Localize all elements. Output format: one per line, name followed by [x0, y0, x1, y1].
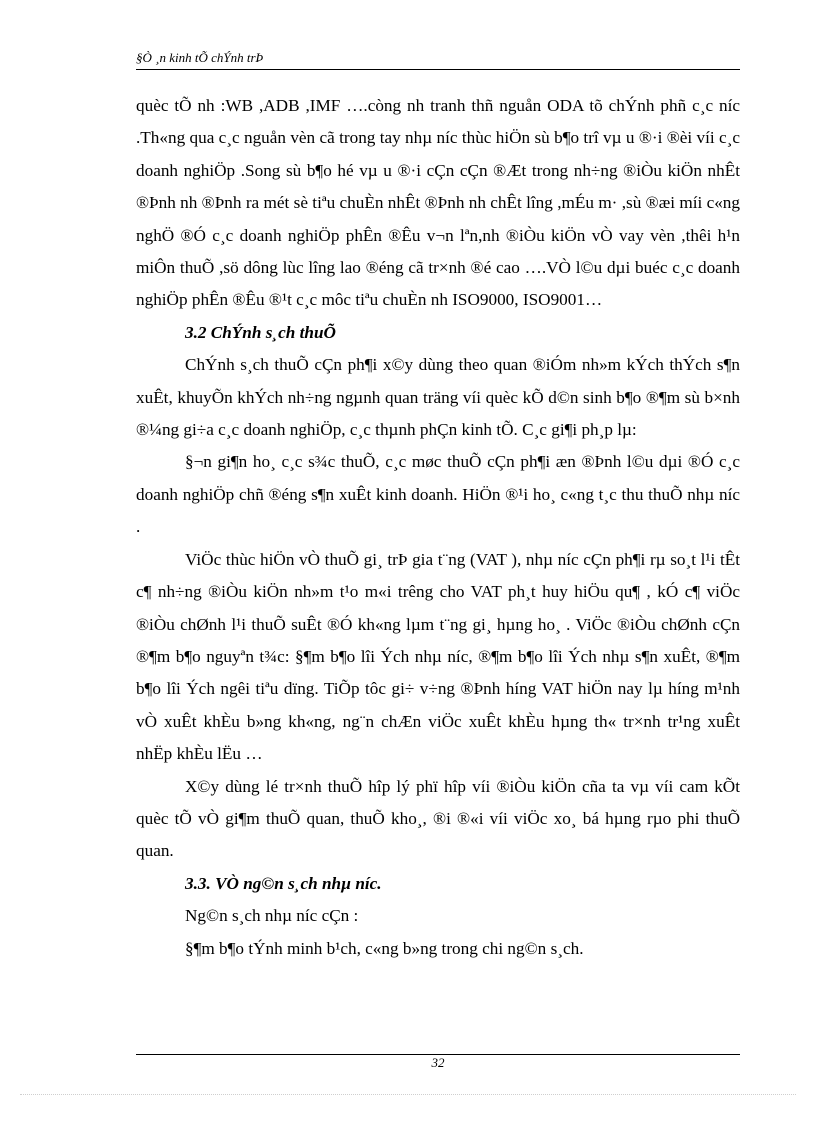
section-heading-3-2: 3.2 ChÝnh s¸ch thuÕ — [185, 322, 336, 342]
header-divider — [136, 69, 740, 70]
page-body — [136, 90, 740, 965]
paragraph-4: ViÖc thùc hiÖn vÒ thuÕ gi¸ trÞ gia t¨ng (VAT ), nhµ níc cÇn ph¶i rµ so¸t l¹i tÊt c¶ nh÷ng ®iÒu kiÖn nh»m t¹o m«i trêng cho VAT ph¸t huy hiÖu qu¶ , kÓ c¶ viÖc ®iÒu chØnh l¹i thuÕ suÊt ®Ó kh«ng lµm t¨ng gi¸ hµng ho¸ . ViÖc ®iÒu chØnh cÇn ®¶m b¶o nguyªn t¾c: §¶m b¶o lîi Ých nhµ níc, ®¶m b¶o lîi Ých nhµ s¶n xuÊt, ®¶m b¶o lîi Ých ngêi tiªu dïng. TiÕp tôc gi÷ v÷ng ®Þnh híng VAT hiÖn nay lµ híng m¹nh vÒ xuÊt khÈu b»ng kh«ng, ng¨n chÆn viÖc xuÊt khÈu hµng th« tr×nh tr¹ng xuÊt nhËp khÈu lËu … — [136, 549, 740, 764]
page-bottom-dotted-border — [20, 1094, 796, 1095]
paragraph-6: Ng©n s¸ch nhµ níc cÇn : — [185, 906, 359, 926]
section-heading-3-3: 3.3. VÒ ng©n s¸ch nhµ níc. — [185, 873, 382, 893]
paragraph-5: X©y dùng lé tr×nh thuÕ hîp lý phï hîp víi ®iÒu kiÖn cña ta vµ víi cam kÕt quèc tÕ vÒ gi¶m thuÕ quan, thuÕ kho¸, ®i ®«i víi viÖc xo¸ bá hµng rµo phi thuÕ quan. — [136, 776, 740, 861]
paragraph-7: §¶m b¶o tÝnh minh b¹ch, c«ng b»ng trong chi ng©n s¸ch. — [185, 938, 584, 958]
page-number: 32 — [431, 1055, 445, 1070]
paragraph-1: quèc tÕ nh :WB ,ADB ,IMF ….còng nh tranh thñ nguån ODA tõ chÝnh phñ c¸c níc .Th«ng qua c¸c nguån vèn cã trong tay nhµ níc thùc hiÖn sù b¶o trî vµ u ®·i ®èi víi c¸c doanh nghiÖp .Song sù b¶o hé vµ u ®·i cÇn cÇn ®Æt trong nh÷ng ®iÒu kiÖn nhÊt ®Þnh nh ®Þnh ra mét sè tiªu chuÈn nhÊt ®Þnh nh chÊt lîng ,mÉu m· ,sù ®æi míi c«ng nghÖ ®Ó c¸c doanh nghiÖp phÊn ®Êu v¬n lªn,nh ®iÒu kiÖn vÒ vay vèn ,thêi h¹n miÔn thuÕ ,sö dông lùc lîng lao ®éng cã tr×nh ®é cao ….VÒ l©u dµi buéc c¸c doanh nghiÖp phÊn ®Êu ®¹t c¸c môc tiªu chuÈn nh ISO9000, ISO9001… — [136, 96, 740, 310]
paragraph-2: ChÝnh s¸ch thuÕ cÇn ph¶i x©y dùng theo quan ®iÓm nh»m kÝch thÝch s¶n xuÊt, khuyÕn khÝch nh÷ng ngµnh quan träng víi quèc kÕ d©n sinh b¶o ®¶m sù b×nh ®¼ng gi÷a c¸c doanh nghiÖp, c¸c thµnh phÇn kinh tÕ. C¸c gi¶i ph¸p lµ: — [136, 355, 740, 440]
running-header: §Ò ¸n kinh tÕ chÝnh trÞ — [136, 50, 264, 65]
paragraph-3: §¬n gi¶n ho¸ c¸c s¾c thuÕ, c¸c møc thuÕ cÇn ph¶i æn ®Þnh l©u dµi ®Ó c¸c doanh nghiÖp chñ ®éng s¶n xuÊt kinh doanh. HiÖn ®¹i ho¸ c«ng t¸c thu thuÕ nhµ níc . — [136, 452, 740, 537]
